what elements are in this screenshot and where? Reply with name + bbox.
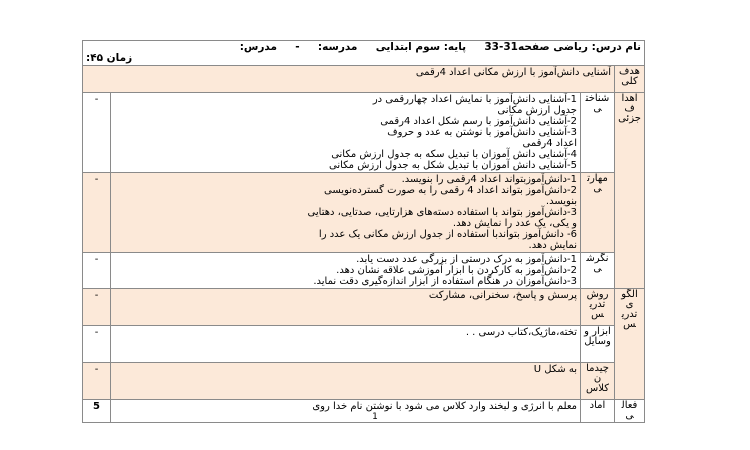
school: مدرسه: [317,41,358,53]
header-row [83,41,645,66]
arrangement-dash: - [83,363,111,400]
time-label: زمان ۴۵: [86,52,133,64]
skill-text [111,173,581,253]
activities-category: فعالی [615,400,645,423]
general-goal-row [83,66,645,93]
knowledge-line: 3-آشنایی دانش‌آموز با نوشتن به عدد و حروف [387,127,577,138]
teaching-pattern-category: الگوی تدریس [615,289,645,400]
activities-label: آماد [581,400,615,423]
knowledge-line: 1-آشنایی دانش‌آموز با نمایش اعداد چهاررقمی در [372,94,577,105]
skill-line: بنویسد. [545,196,577,207]
knowledge-line: 5-آشنایی دانش آموزان با تبدیل شکل به جدول ارزش مکانی [328,160,577,171]
attitude-row [83,253,645,289]
knowledge-dash: - [83,93,111,173]
attitude-line: 3-دانش‌آموزان در هنگام استفاده از ابزار اندازه‌گیری دقت نماید. [313,276,577,287]
tools-label: ابزار و وسایل [581,326,615,363]
knowledge-label: شناختی [581,93,615,173]
skill-line: نمایش دهد. [528,240,577,251]
partial-goals-category: اهداف جزئی [615,93,645,289]
page-number: 1 [372,412,378,422]
header-right-group [240,42,641,53]
attitude-dash: - [83,253,111,289]
knowledge-line: 2-آشنایی دانش‌آموز با رسم شکل اعداد 4رقمی [380,116,577,127]
lesson-name: نام درس: ریاضی صفحه31-33 [484,41,641,53]
skill-line: 6- دانش‌آموز بتواندبا استفاده از جدول ارزش مکانی یک عدد را [318,229,577,240]
skill-line: 2-دانش‌آموز بتواند اعداد 4 رقمی را به صورت گسترده‌نویسی [324,185,577,196]
skill-line: و یکی، یک عدد را نمایش دهد. [452,218,577,229]
knowledge-line: اعداد 4رقمی [522,138,577,149]
attitude-line: 1-دانش‌آموز به درک درستی از بزرگی عدد دست یابد. [356,254,577,265]
tools-text: تخته،ماژیک،کتاب درسی . . [111,326,581,363]
skill-dash: - [83,173,111,253]
activities-number: 5 [83,400,111,423]
activities-text: معلم با انرژی و لبخند وارد کلاس می شود با نوشتن نام خدا روی [111,400,581,423]
skill-line: 1-دانش‌آموزبتواند اعداد 4رقمی را بنویسد. [401,174,577,185]
method-text: پرسش و پاسخ، سخنرانی، مشارکت [111,289,581,326]
general-goal-category: هدف کلی [615,66,645,93]
knowledge-row [83,93,645,173]
knowledge-line: جدول ارزش مکانی [497,105,577,116]
tools-dash: - [83,326,111,363]
skill-label: مهارتی [581,173,615,253]
knowledge-line: 4-آشنایی دانش آموزان با تبدیل سکه به جدول ارزش مکانی [331,149,577,160]
attitude-label: نگرشی [581,253,615,289]
tools-row [83,326,645,363]
attitude-text [111,253,581,289]
method-row [83,289,645,326]
skill-line: 3-دانش‌آموز بتواند با استفاده دسته‌های هزارتایی، صدتایی، دهتایی [307,207,577,218]
arrangement-text: به شکل U [111,363,581,400]
method-dash: - [83,289,111,326]
teacher: مدرس: [239,41,277,53]
arrangement-label: چیدمان کلاس [581,363,615,400]
general-goal-text: آشنایی دانش‌آموز با ارزش مکانی اعداد 4رقمی [83,66,615,93]
header-content [86,42,641,53]
lesson-plan-table [82,40,645,423]
skill-row [83,173,645,253]
knowledge-text [111,93,581,173]
method-label: روش تدریس [581,289,615,326]
header-dash: - [295,41,300,53]
attitude-line: 2-دانش‌آموز به کارکردن با ابزار آموزشی علاقه نشان دهد. [336,265,577,276]
arrangement-row [83,363,645,400]
grade: پایه: سوم ابتدایی [375,41,467,53]
